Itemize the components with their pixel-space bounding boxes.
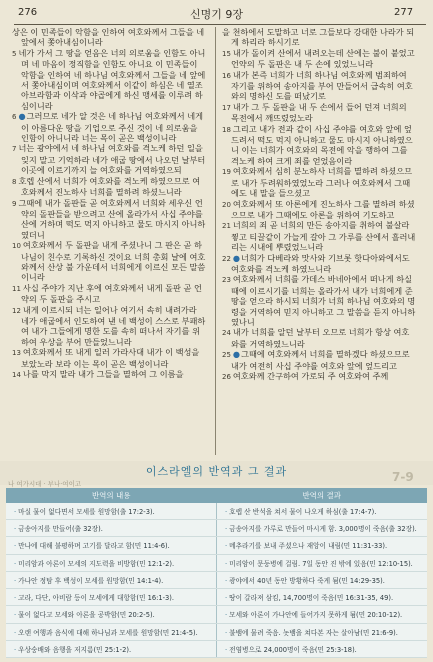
cell-text: 미리암이 문둥병에 걸림. 7일 동안 진 밖에 있음(민 12:10-15). — [229, 559, 413, 568]
verse-text: 내가 본즉 너희가 너희 하나님 여호와께 범죄하여 자기를 위하여 송아지를 부어 만들어서 급속히 여호와의 명하신 도를 떠났기로 — [231, 69, 413, 102]
verse — [12, 143, 206, 175]
header-rebellion-result: 반역의 결과 — [217, 488, 428, 503]
verse — [12, 198, 206, 241]
verse — [222, 199, 416, 221]
verse — [222, 327, 416, 349]
cell-text: 호렙 산 반석을 쳐서 물이 나오게 하심(출 17:4-7). — [229, 508, 377, 517]
bullet-icon: · — [14, 559, 17, 568]
verse-number: 8 — [12, 177, 17, 186]
verse-text: 그러므로 네가 알 것은 네 하나님 여호와께서 네게 이 아름다운 땅을 기업으로 주신 것이 네 의로움을 인함이 아니니라 너는 목이 곧은 백성이니라 — [21, 111, 204, 144]
verse-text: 내게 이르시되 너는 일어나 여기서 속히 내려가라 네가 애굽에서 인도하여 낸 네 백성이 스스로 부패하여 내가 그들에게 명한 도를 속히 떠나서 자기를 위하여 우상을 부어 만들었느니라 — [21, 304, 206, 347]
verse-number: 11 — [12, 284, 21, 293]
table-row — [6, 571, 427, 588]
cell-text: 모세와 아론이 가나안에 들어가지 못하게 됨(민 20:10-12). — [229, 611, 403, 620]
verse-text: 사십 주야가 지난 후에 여호와께서 내게 돌판 곧 언약의 두 돌판을 주시고 — [21, 282, 202, 305]
header-rebellion-content: 반역의 내용 — [6, 488, 217, 503]
verse-text: 내가 그 두 돌판을 내 두 손에서 들어 던져 너희의 목전에서 깨뜨렸었노라 — [231, 101, 407, 124]
circle-marker-icon: ● — [232, 252, 241, 263]
rebellion-result-cell — [217, 606, 428, 623]
verse — [222, 253, 416, 275]
verse — [222, 166, 416, 198]
verse — [222, 124, 416, 167]
circle-marker-icon: ● — [232, 349, 241, 360]
verse — [222, 27, 416, 48]
verse-text: 여호와께서 너희를 가데스 바네아에서 떠나게 하실 때에 이르시기를 너희는 올라가서 내가 너희에게 준 땅을 얻으라 하시되 너희가 너희 하나님 여호와의 명령을 거역하여 믿지 아니하고 그 말씀을 듣지 아니하였나니 — [231, 274, 416, 327]
table-header-row — [6, 488, 427, 503]
rebellion-result-cell — [217, 503, 428, 520]
rebellion-result-cell — [217, 640, 428, 657]
bullet-icon: · — [225, 559, 228, 568]
rebellion-result-cell — [217, 520, 428, 537]
verse-number: 23 — [222, 276, 231, 285]
bullet-icon: · — [225, 576, 228, 585]
verse-text: 여호와께서 또 아론에게 진노하사 그를 멸하려 하셨으므로 내가 그때에도 아론을 위하여 기도하고 — [231, 198, 415, 220]
verse-number: 18 — [222, 125, 231, 134]
table-body — [6, 503, 427, 658]
verse — [222, 48, 416, 70]
cell-text: 만나에 대해 불평하며 고기를 달라고 함(민 11:4-6). — [18, 542, 170, 551]
verse-number: 24 — [222, 329, 231, 338]
section-title: 이스라엘의 반역과 그 결과 — [145, 465, 288, 478]
rebellion-content-cell — [6, 554, 217, 571]
verse-text: 여호와께서 두 돌판을 내게 주셨나니 그 판은 곧 하나님이 친수로 기록하신 것이요 너희 총회 날에 여호와께서 산상 불 가운데서 너희에게 이르신 모든 말씀이니라 — [21, 240, 206, 283]
verse — [222, 70, 416, 102]
verse — [222, 371, 416, 382]
rebellion-content-cell — [6, 606, 217, 623]
bullet-icon: · — [225, 508, 228, 517]
cell-text: 광야에서 40년 동안 방황하다 죽게 됨(민 14:29-35). — [229, 576, 385, 585]
cell-text: 불뱀에 물려 죽음. 놋뱀을 쳐다본 자는 살아남(민 21:6-9). — [229, 628, 398, 637]
bullet-icon: · — [14, 645, 17, 654]
rebellion-result-cell — [217, 589, 428, 606]
table-row — [6, 606, 427, 623]
rebellion-result-cell — [217, 554, 428, 571]
verse-text: 호렙 산에서 너희가 여호와를 격노케 하였으므로 여호와께서 진노하사 너희를 멸하려 하셨느니라 — [18, 175, 201, 198]
verse-number: 14 — [12, 371, 21, 379]
verse-number: 5 — [12, 49, 17, 58]
table-row — [6, 589, 427, 606]
bullet-icon: · — [14, 576, 17, 585]
cell-text: 물이 없다고 모세와 아론을 공박함(민 20:2-5). — [18, 611, 155, 620]
verse-text: 여호와께 간구하여 가로되 주 여호와여 주께 — [232, 371, 389, 381]
verse-text: 그리고 내가 전과 같이 사십 주야를 여호와 앞에 엎드려서 떡도 먹지 아니하고 물도 마시지 아니하였으니 이는 너희가 여호와의 목전에 악을 행하여 그를 격노케 하여 크게 죄를 얻었음이라 — [231, 123, 413, 166]
verse-text: 네가 가서 그 땅을 얻음은 너의 의로움을 인함도 아니며 네 마음이 정직함을 인함도 아니요 이 민족들이 악함을 인하여 네 하나님 여호와께서 그들을 네 앞에서 쫓아내심이며 여호와께서 이같이 하심은 네 열조 아브라함과 이삭과 야곱에게 하신 맹세를 이루려 하심이니라 — [18, 47, 206, 111]
cell-text: 마실 물이 없다면서 모세를 원망함(출 17:2-3). — [18, 508, 155, 517]
verse-number: 17 — [222, 103, 231, 112]
verse-text: 나를 막지 말라 내가 그들을 멸하여 그 이름을 — [22, 369, 184, 379]
cell-text: 미리암과 아론이 모세의 지도력을 비방함(민 12:1-2). — [18, 559, 175, 568]
verse-number: 20 — [222, 200, 231, 209]
verse-text: 여호와께서 심히 분노하사 너희를 멸하려 하셨으므로 내가 두려워하였었노라 그러나 여호와께서 그때에도 내 말을 들으셨고 — [231, 166, 413, 199]
cell-text: 가나안 정탐 후 백성이 모세를 원망함(민 14:1-4). — [18, 576, 164, 585]
bullet-icon: · — [225, 525, 228, 534]
table-row — [6, 537, 427, 554]
verse-text: 을 천하에서 도말하고 너로 그들보다 강대한 나라가 되게 하리라 하시기로 — [222, 27, 415, 48]
verse-text: 너는 광야에서 네 하나님 여호와를 격노케 하던 일을 잊지 말고 기억하라 네가 애굽 땅에서 나오던 날부터 이곳에 이르기까지 늘 여호와를 거역하였으되 — [18, 143, 206, 176]
rebellion-content-cell — [6, 537, 217, 554]
verse — [12, 305, 206, 348]
cell-text: 전염병으로 24,000명이 죽음(민 25:3-18). — [229, 645, 357, 654]
header-rule — [14, 24, 426, 25]
verse — [222, 274, 416, 327]
verse — [12, 48, 206, 111]
bullet-icon: · — [14, 628, 17, 637]
cell-text: 고라, 다단, 아비람 등이 모세에게 대항함(민 16:1-3). — [18, 594, 174, 603]
page-number-left: 276 — [18, 7, 38, 18]
verse-number: 13 — [12, 349, 21, 358]
bullet-icon: · — [225, 611, 228, 620]
page-header — [0, 0, 433, 26]
rebellion-result-cell — [217, 537, 428, 554]
left-text-column — [12, 27, 206, 457]
rebellion-content-cell — [6, 503, 217, 520]
verse-number: 15 — [222, 49, 231, 58]
section-bar-note: 나 여가시대 · 부나·여이고 — [8, 480, 82, 488]
verse-number: 12 — [12, 306, 21, 315]
verse — [222, 220, 416, 252]
table-row — [6, 520, 427, 537]
verse-text: 너희가 다베라와 맛사와 기브롯 핫다아와에서도 여호와를 격노케 하였느니라 — [231, 252, 410, 274]
bullet-icon: · — [225, 645, 228, 654]
verse-number: 6 — [12, 113, 17, 122]
bullet-icon: · — [225, 542, 228, 551]
verse-text: 너희의 죄 곧 너희의 만든 송아지를 취하여 불살라 찧고 티끌같이 가늘게 갈아 그 가루를 산에서 흘러내리는 시내에 뿌렸었느니라 — [231, 220, 416, 253]
verse — [12, 283, 206, 305]
rebellion-table — [6, 488, 427, 658]
bullet-icon: · — [14, 611, 17, 620]
rebellion-content-cell — [6, 623, 217, 640]
rebellion-result-cell — [217, 623, 428, 640]
rebellion-content-cell — [6, 640, 217, 657]
verse-number: 7 — [12, 145, 17, 154]
bullet-icon: · — [225, 594, 228, 603]
verse — [222, 349, 416, 371]
verse-number: 21 — [222, 222, 231, 231]
cell-text: 금송아지를 만들어(출 32장). — [18, 525, 103, 534]
verse-text: 그때에 여호와께서 너희를 멸하겠다 하셨으므로 내가 여전히 사십 주야를 여호와 앞에 엎드리고 — [231, 349, 410, 371]
page-number-right: 277 — [394, 7, 414, 18]
verse — [12, 347, 206, 369]
rebellion-content-cell — [6, 571, 217, 588]
table-row — [6, 623, 427, 640]
cell-text: 땅이 갈라져 삼킴, 14,700명이 죽음(민 16:31-35, 49). — [229, 594, 394, 603]
rebellion-content-cell — [6, 520, 217, 537]
table-row — [6, 503, 427, 520]
rebellion-content-cell — [6, 589, 217, 606]
verse-number: 10 — [12, 242, 21, 251]
table-row — [6, 554, 427, 571]
section-mark: 7-9 — [392, 470, 414, 484]
rebellion-result-cell — [217, 571, 428, 588]
verse-number: 16 — [222, 71, 231, 80]
verse — [12, 176, 206, 198]
cell-text: 메추라기를 보내 주셨으나 재앙이 내림(민 11:31-33). — [229, 542, 388, 551]
verse — [12, 240, 206, 283]
verse-number: 9 — [12, 199, 17, 208]
verse-text: 내가 너희를 알던 날부터 오므로 너희가 항상 여호와를 거역하였느니라 — [231, 327, 410, 349]
bullet-icon: · — [14, 594, 17, 603]
cell-text: 금송아지를 가루로 만들어 마시게 함. 3,000명이 죽음(출 32장). — [229, 525, 417, 534]
verse-text: 상은 이 민족들이 악함을 인하여 여호와께서 그들을 네 앞에서 쫓아내심이니라 — [12, 27, 205, 48]
verse-text: 그때에 내가 돌판들 곧 여호와께서 너희와 세우신 언약의 돌판들을 받으려고 산에 올라가서 사십 주야를 산에 거하며 떡도 먹지 아니하고 물도 마시지 아니하였더니 — [18, 197, 206, 240]
circle-marker-icon: ● — [18, 111, 26, 122]
cell-text: 우상숭배와 음행을 저지름(민 25:1-2). — [18, 645, 132, 654]
bullet-icon: · — [14, 508, 17, 517]
bullet-icon: · — [14, 542, 17, 551]
table-row — [6, 640, 427, 657]
verse-number: 25 — [222, 351, 231, 360]
verse — [12, 111, 206, 143]
verse-text: 여호와께서 또 내게 일러 가라사대 내가 이 백성을 보았노라 보라 이는 목이 곧은 백성이니라 — [21, 347, 200, 369]
bullet-icon: · — [14, 525, 17, 534]
verse — [12, 27, 206, 48]
column-divider — [215, 27, 216, 455]
verse-text: 내가 돌이켜 산에서 내려오는데 산에는 불이 붙었고 언약의 두 돌판은 내 두 손에 있었느니라 — [231, 47, 415, 70]
bullet-icon: · — [225, 628, 228, 637]
cell-text: 오랜 여행과 음식에 대해 하나님과 모세를 원망함(민 21:4-5). — [18, 628, 198, 637]
verse-number: 26 — [222, 373, 231, 381]
right-text-column — [222, 27, 416, 457]
verse-number: 19 — [222, 168, 231, 177]
verse — [12, 369, 206, 380]
chapter-title: 신명기 9장 — [190, 8, 243, 21]
verse — [222, 102, 416, 124]
verse-number: 22 — [222, 254, 231, 263]
